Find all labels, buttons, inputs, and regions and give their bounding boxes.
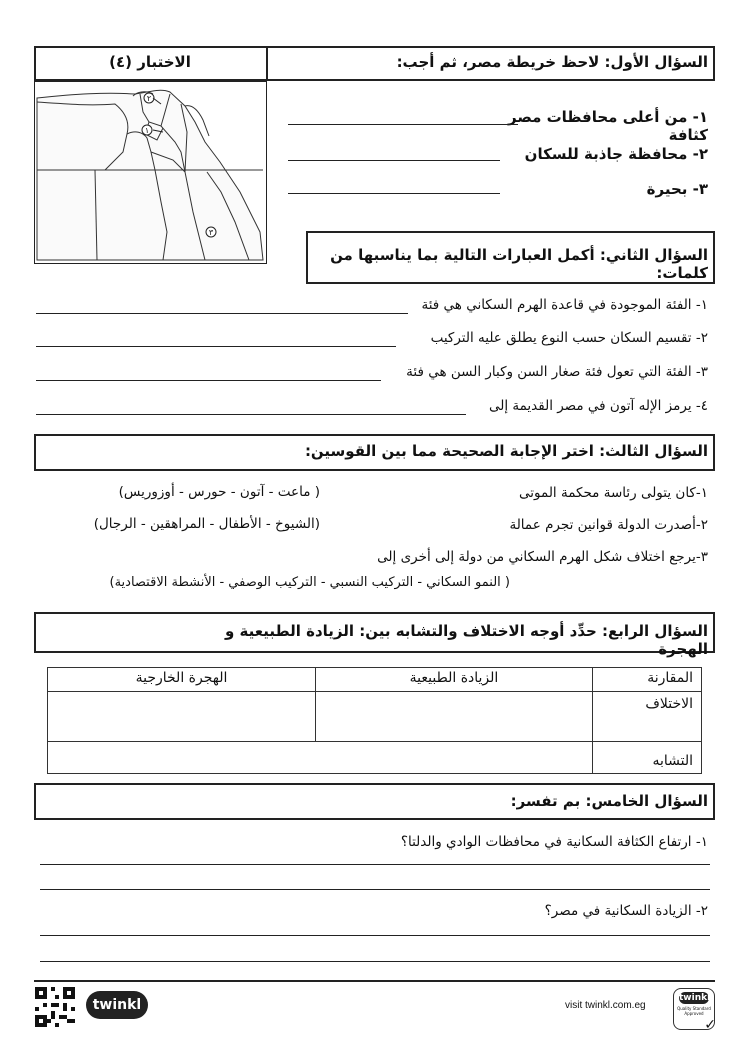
table-header-comparison: المقارنة xyxy=(593,668,702,692)
q2-item-4: ٤- يرمز الإله آتون في مصر القديمة إلى xyxy=(488,398,708,414)
q1-title: السؤال الأول: لاحظ خريطة مصر، ثم أجب: xyxy=(396,53,708,71)
q3-options-1: ( ماعت - آتون - حورس - أوزوريس) xyxy=(118,484,320,500)
q5-item-2: ٢- الزيادة السكانية في مصر؟ xyxy=(544,903,708,919)
q1-item-1: ١- من أعلى محافظات مصر كثافة xyxy=(507,108,708,144)
q2-item-3: ٣- الفئة التي تعول فئة صغار السن وكبار السن هي فئة xyxy=(406,364,708,380)
exam-label: الاختبار (٤) xyxy=(109,53,191,71)
twinkl-logo[interactable] xyxy=(86,991,148,1019)
q5-item-1: ١- ارتفاع الكثافة السكانية في محافظات الوادي والدلتا؟ xyxy=(400,834,708,850)
map-marker-3: ٣ xyxy=(208,228,214,237)
table-row-difference: الاختلاف xyxy=(593,692,702,742)
egypt-map xyxy=(34,81,267,264)
q3-options-2: (الشيوخ - الأطفال - المراهقين - الرجال) xyxy=(93,516,320,532)
q2-title: السؤال الثاني: أكمل العبارات التالية بما يناسبها من كلمات: xyxy=(330,246,708,282)
table-cell-difference-migration[interactable] xyxy=(48,692,316,742)
q1-item-3: ٣- بحيرة xyxy=(646,180,708,198)
table-header-external-migration: الهجرة الخارجية xyxy=(48,668,316,692)
q5-answer-line-4[interactable] xyxy=(40,961,710,962)
map-marker-2: ٢ xyxy=(146,94,152,103)
q5-answer-line-1[interactable] xyxy=(40,864,710,865)
q2-item-2: ٢- تقسيم السكان حسب النوع يطلق عليه التركيب xyxy=(430,330,708,346)
quality-badge-brand: twinkl xyxy=(679,993,711,1003)
footer-divider xyxy=(34,980,715,982)
table-cell-similarity[interactable] xyxy=(48,742,593,774)
q4-title: السؤال الرابع: حدِّد أوجه الاختلاف والتشابه بين: الزيادة الطبيعية و الهجرة xyxy=(225,622,708,658)
q3-options-3: ( النمو السكاني - التركيب النسبي - التركيب الوصفي - الأنشطة الاقتصادية) xyxy=(109,575,510,590)
quality-badge-text: Quality Standard Approved xyxy=(677,1006,711,1016)
comparison-table xyxy=(47,667,702,774)
visit-link[interactable]: visit twinkl.com.eg xyxy=(565,1000,646,1011)
q5-answer-line-3[interactable] xyxy=(40,935,710,936)
twinkl-logo-text: twinkl xyxy=(92,997,142,1013)
q2-answer-line-1[interactable] xyxy=(36,313,408,314)
q2-item-1: ١- الفئة الموجودة في قاعدة الهرم السكاني هي فئة xyxy=(421,297,708,313)
q1-item-2: ٢- محافظة جاذبة للسكان xyxy=(524,145,708,163)
q3-item-3: ٣-يرجع اختلاف شكل الهرم السكاني من دولة إلى أخرى إلى xyxy=(377,549,708,565)
q5-answer-line-2[interactable] xyxy=(40,889,710,890)
table-cell-difference-natural[interactable] xyxy=(316,692,593,742)
q1-answer-line-1[interactable] xyxy=(288,124,518,125)
q2-answer-line-2[interactable] xyxy=(36,346,396,347)
checkmark-icon: ✓ xyxy=(704,1017,716,1033)
q2-answer-line-4[interactable] xyxy=(36,414,466,415)
qr-code[interactable] xyxy=(35,987,75,1027)
q3-item-2: ٢-أصدرت الدولة قوانين تجرم عمالة xyxy=(509,517,708,533)
table-row-similarity: التشابه xyxy=(593,742,702,774)
q3-title: السؤال الثالث: اختر الإجابة الصحيحة مما بين القوسين: xyxy=(304,442,708,460)
q1-answer-line-2[interactable] xyxy=(288,160,500,161)
q1-answer-line-3[interactable] xyxy=(288,193,500,194)
quality-badge xyxy=(673,988,716,1033)
exam-label-divider xyxy=(266,46,268,81)
table-header-natural-increase: الزيادة الطبيعية xyxy=(316,668,593,692)
q2-answer-line-3[interactable] xyxy=(36,380,381,381)
q5-title: السؤال الخامس: بم تفسر: xyxy=(510,792,708,810)
map-marker-1: ١ xyxy=(144,126,150,135)
q3-item-1: ١-كان يتولى رئاسة محكمة الموتى xyxy=(519,485,708,501)
